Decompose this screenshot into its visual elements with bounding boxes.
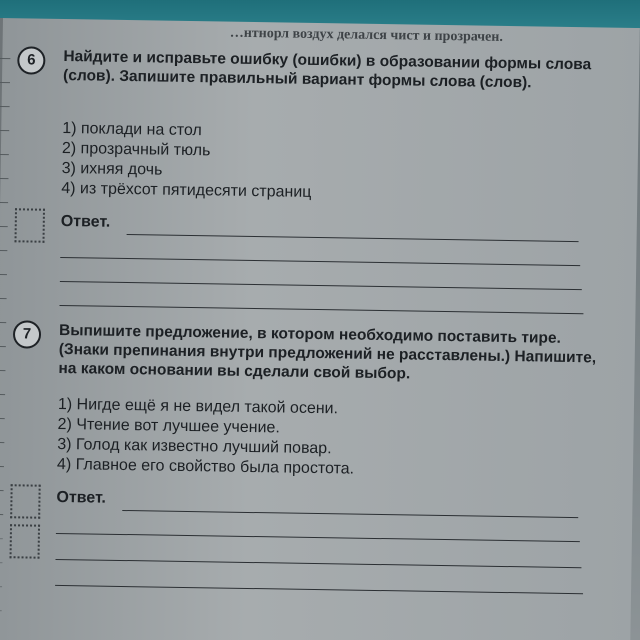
task-number: 6 <box>17 46 45 74</box>
previous-task-text: …нтнорл воздух делался чист и прозрачен. <box>229 25 504 45</box>
margin-tick <box>0 322 6 323</box>
task-6 <box>18 46 618 231</box>
margin-tick <box>0 250 7 251</box>
options-list <box>57 395 598 483</box>
answer-line[interactable] <box>60 281 582 290</box>
margin-tick <box>0 394 5 395</box>
option-item: 1) Нигде ещё я не видел такой осени. <box>57 395 339 418</box>
task-question: Найдите и исправьте ошибку (ошибки) в образовании формы слова (слов). Запишите правильный вариант формы слова (слов). <box>62 48 592 92</box>
margin-tick <box>0 514 3 515</box>
answer-line[interactable] <box>59 305 583 314</box>
answer-line[interactable] <box>56 533 580 542</box>
answer-label: Ответ. <box>56 488 107 507</box>
answer-box[interactable] <box>10 484 41 518</box>
margin-tick <box>0 370 5 371</box>
workbook-page <box>0 18 640 640</box>
answer-line[interactable] <box>55 559 581 568</box>
option-item: 2) прозрачный тюль <box>61 139 211 160</box>
margin-tick <box>0 274 7 275</box>
margin-tick <box>0 226 8 227</box>
margin-tick <box>0 466 4 467</box>
answer-box[interactable] <box>14 208 45 242</box>
option-item: 4) Главное его свойство была простота. <box>56 455 355 478</box>
margin-tick <box>0 610 2 611</box>
options-list <box>61 119 602 207</box>
margin-tick <box>0 538 3 539</box>
margin-tick <box>0 418 5 419</box>
answer-line[interactable] <box>60 257 580 266</box>
task-question: Выпишите предложение, в котором необходимо поставить тире. (Знаки препинания внутри предложений не расставлены.) Напишите, на каком основании вы сделали свой выбор. <box>58 321 597 383</box>
margin-tick <box>0 202 8 203</box>
margin-tick <box>0 130 9 131</box>
margin-tick <box>0 178 8 179</box>
margin-tick <box>0 562 2 563</box>
answer-line[interactable] <box>55 585 583 594</box>
margin-tick <box>0 346 6 347</box>
option-item: 2) Чтение вот лучшее учение. <box>57 415 280 437</box>
margin-tick <box>0 106 10 107</box>
answer-line[interactable] <box>122 510 578 518</box>
margin-tick <box>0 298 7 299</box>
answer-label: Ответ. <box>60 212 111 231</box>
answer-line[interactable] <box>127 234 579 242</box>
answer-box[interactable] <box>10 524 41 558</box>
option-item: 3) ихняя дочь <box>61 159 163 179</box>
margin-tick <box>0 586 2 587</box>
margin-tick <box>0 82 10 83</box>
option-item: 1) поклади на стол <box>62 119 202 140</box>
margin-tick <box>0 58 10 59</box>
margin-tick <box>0 490 4 491</box>
margin-tick <box>0 442 4 443</box>
option-item: 3) Голод как известно лучший повар. <box>57 435 332 458</box>
option-item: 4) из трёхсот пятидесяти страниц <box>61 179 312 201</box>
task-number: 7 <box>13 320 41 348</box>
margin-tick <box>0 154 9 155</box>
task-7 <box>13 320 613 507</box>
